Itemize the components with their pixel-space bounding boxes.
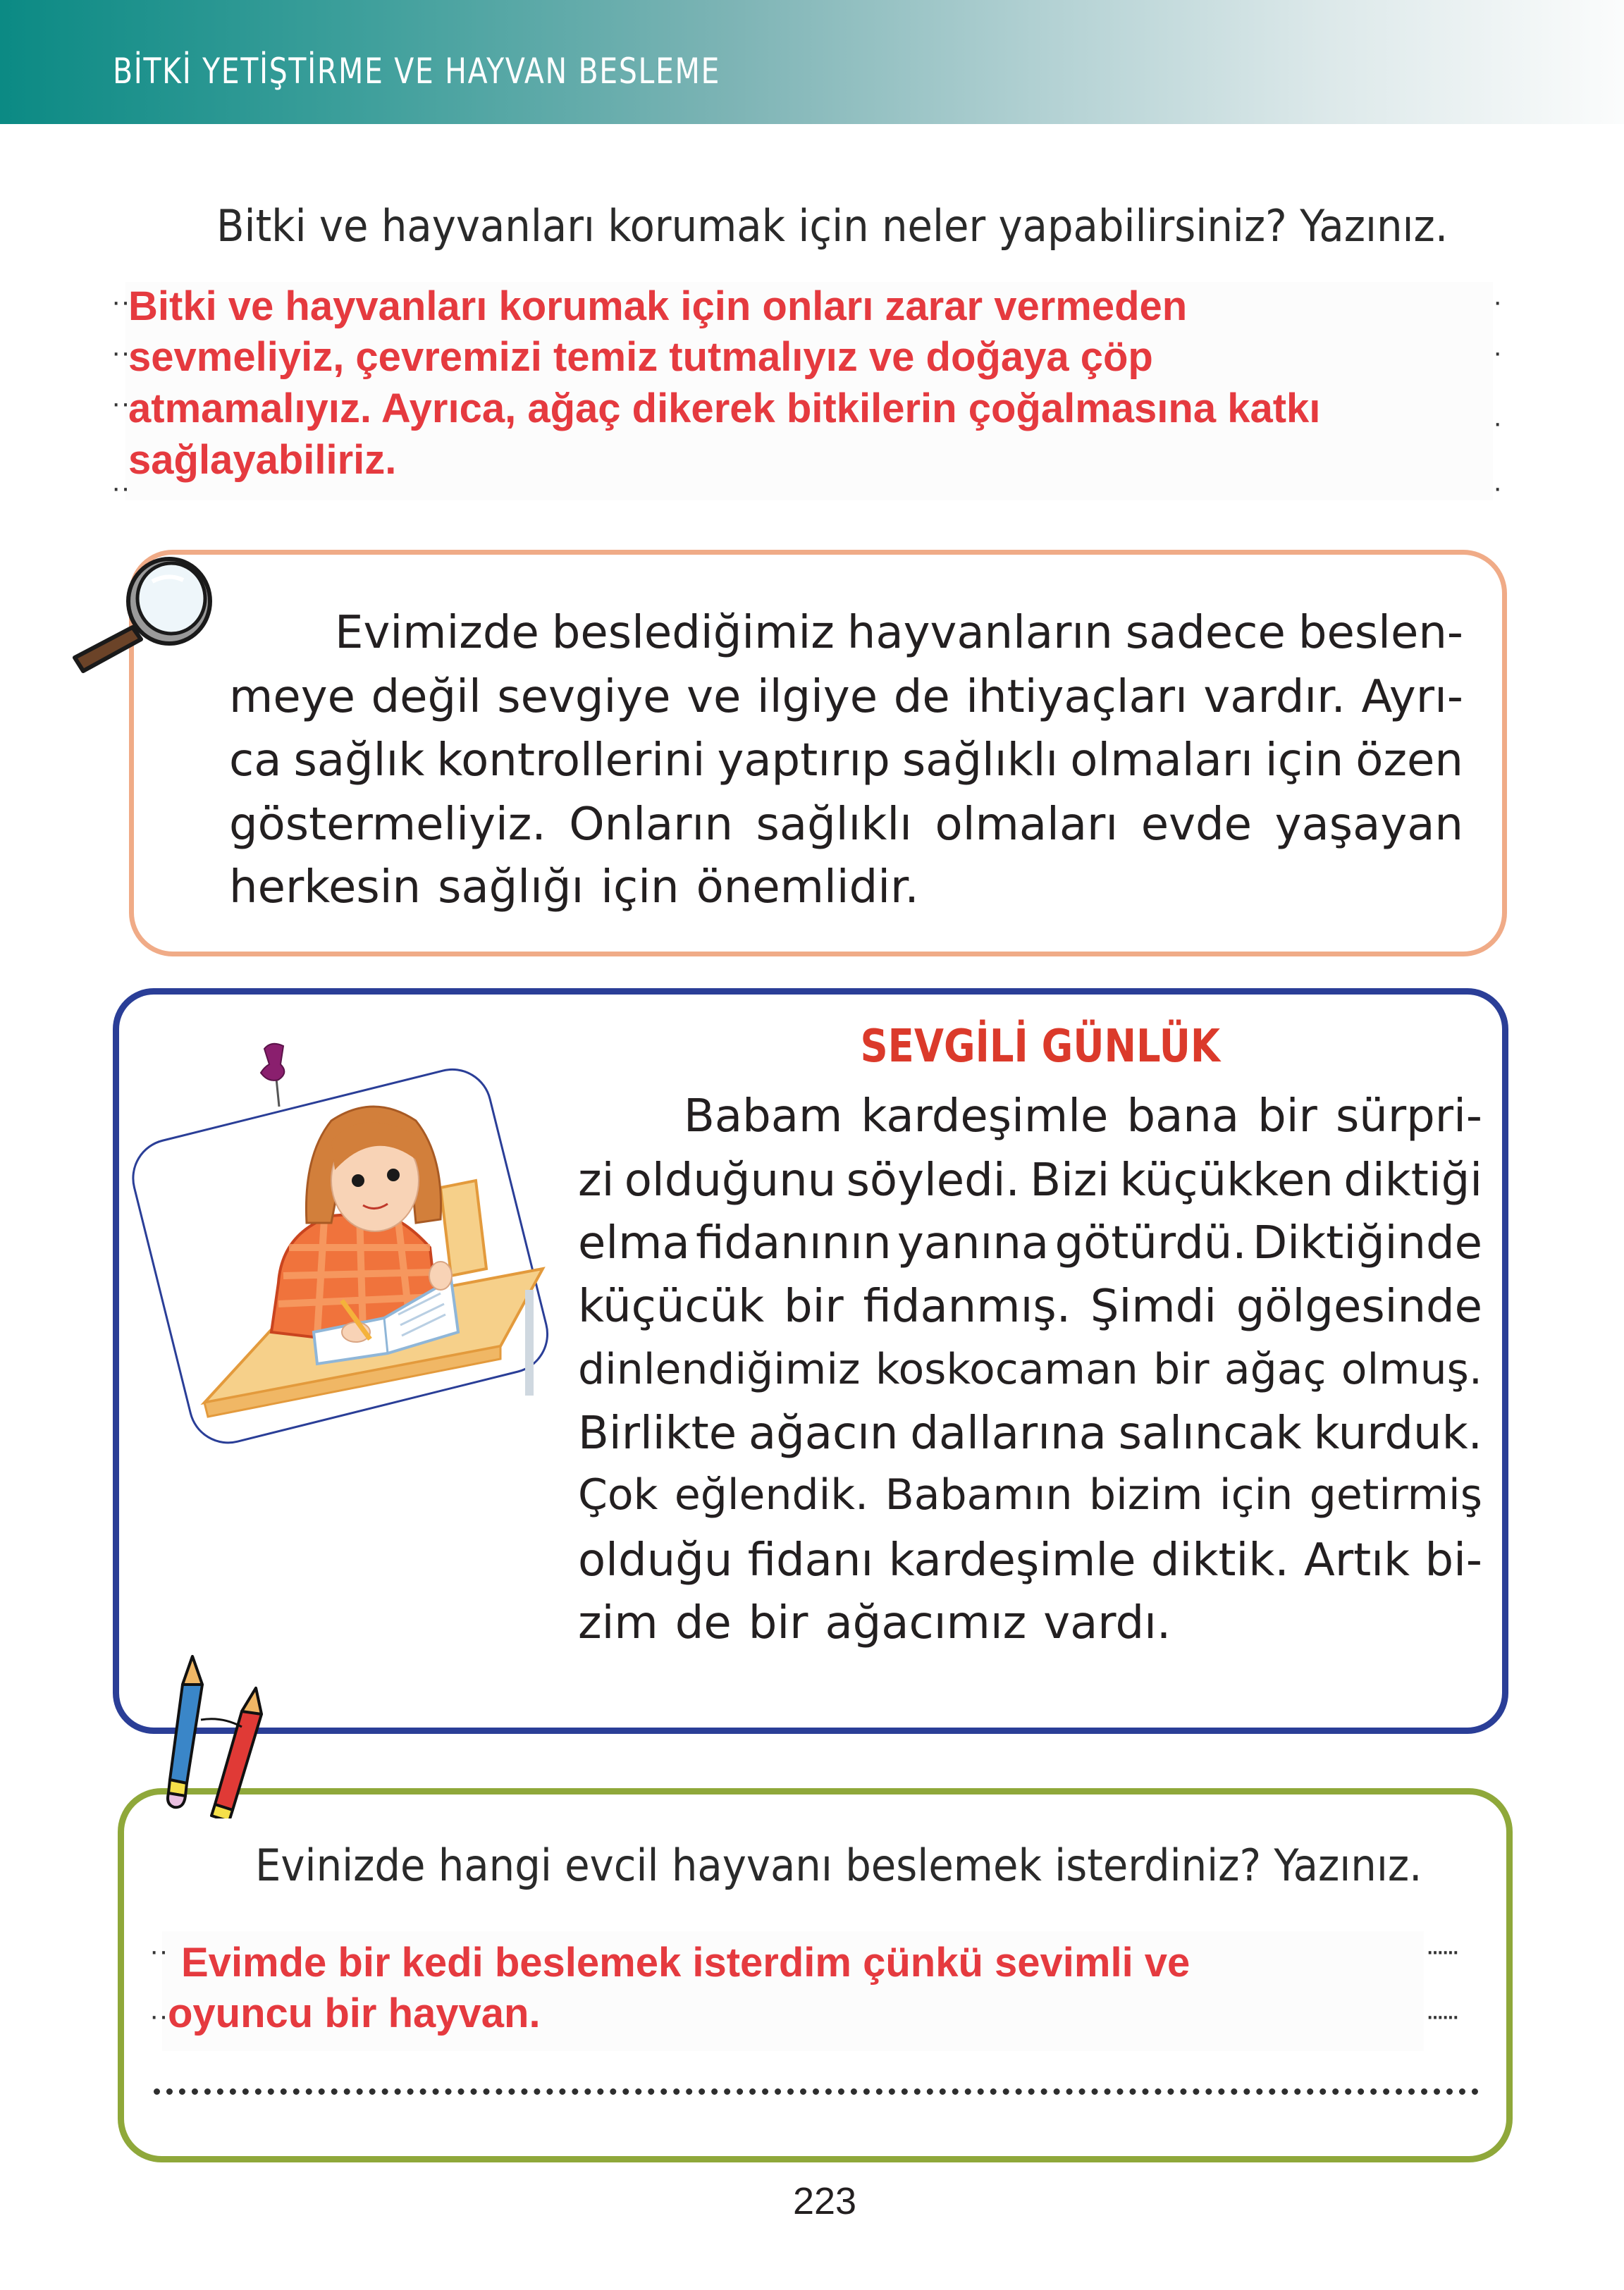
paragraph-line: Babam kardeşimle bana bir sürpri- [684, 1090, 1482, 1143]
girl-writing-at-desk-illustration [120, 1036, 571, 1445]
answer-1-line: atmamalıyız. Ayrıca, ağaç dikerek bitkilerin çoğalmasına katkı [128, 386, 1321, 431]
diary-title: SEVGİLİ GÜNLÜK [860, 1021, 1221, 1073]
paragraph-line: ca sağlık kontrollerini yaptırıp sağlıklı olmaları için özen [229, 734, 1463, 787]
paragraph-line: zim de bir ağacımız vardı. [578, 1597, 1171, 1649]
chapter-title: BİTKİ YETİŞTİRME VE HAYVAN BESLEME [113, 51, 721, 92]
dotted-line-marker: ·· [149, 1935, 168, 1966]
answer-1-line: Bitki ve hayvanları korumak için onları zarar vermeden [128, 283, 1188, 329]
empty-answer-line[interactable] [154, 2088, 1479, 2095]
answer-1-line: sevmeliyiz, çevremizi temiz tutmalıyız ve doğaya çöp [128, 334, 1153, 380]
dotted-line-marker: ······ [1425, 1935, 1456, 1966]
paragraph-line: Evimizde beslediğimiz hayvanların sadece beslen- [335, 607, 1463, 659]
dotted-line-marker: · [1493, 286, 1503, 317]
paragraph-line: göstermeliyiz. Onların sağlıklı olmaları evde yaşayan [229, 799, 1463, 851]
dotted-line-marker: · [1493, 337, 1503, 368]
paragraph-line: olduğu fidanı kardeşimle diktik. Artık bi- [578, 1534, 1482, 1587]
paragraph-line: küçücük bir fidanmış. Şimdi gölgesinde [578, 1281, 1482, 1333]
dotted-line-marker: ·· [111, 472, 130, 503]
dotted-line-marker: · [1493, 472, 1503, 503]
answer-2-line: oyuncu bir hayvan. [168, 1990, 541, 2036]
info-paragraph [229, 607, 1463, 928]
dotted-line-marker: ·· [111, 388, 130, 419]
magnifying-glass-icon [62, 539, 217, 673]
paragraph-line: Çok eğlendik. Babamın bizim için getirmiş [578, 1470, 1482, 1520]
answer-2-line: Evimde bir kedi beslemek isterdim çünkü sevimli ve [181, 1940, 1191, 1986]
dotted-line-marker: ·· [111, 286, 130, 317]
paragraph-line: herkesin sağlığı için önemlidir. [229, 861, 919, 913]
question-2-prompt: Evinizde hangi evcil hayvanı beslemek isterdiniz? Yazınız. [255, 1840, 1422, 1891]
dotted-line-marker: ······ [1425, 2000, 1456, 2031]
paragraph-line: zi olduğunu söyledi. Bizi küçükken diktiği [578, 1155, 1482, 1207]
pencils-icon [159, 1649, 300, 1818]
page-number: 223 [792, 2180, 857, 2222]
pushpin-icon [261, 1044, 284, 1107]
diary-paragraph [578, 1090, 1482, 1664]
question-1-prompt: Bitki ve hayvanları korumak için neler yapabilirsiniz? Yazınız. [216, 200, 1448, 252]
dotted-line-marker: ·· [111, 337, 130, 368]
paragraph-line: dinlendiğimiz koskocaman bir ağaç olmuş. [578, 1345, 1482, 1394]
paragraph-line: meye değil sevgiye ve ilgiye de ihtiyaçları vardır. Ayrı- [229, 671, 1463, 723]
dotted-line-marker: · [1493, 407, 1503, 438]
dotted-line-marker: ·· [149, 2000, 168, 2031]
paragraph-line: Birlikte ağacın dallarına salıncak kurduk. [578, 1408, 1482, 1460]
answer-1-line: sağlayabiliriz. [128, 437, 397, 483]
paragraph-line: elma fidanının yanına götürdü. Diktiğinde [578, 1217, 1482, 1269]
